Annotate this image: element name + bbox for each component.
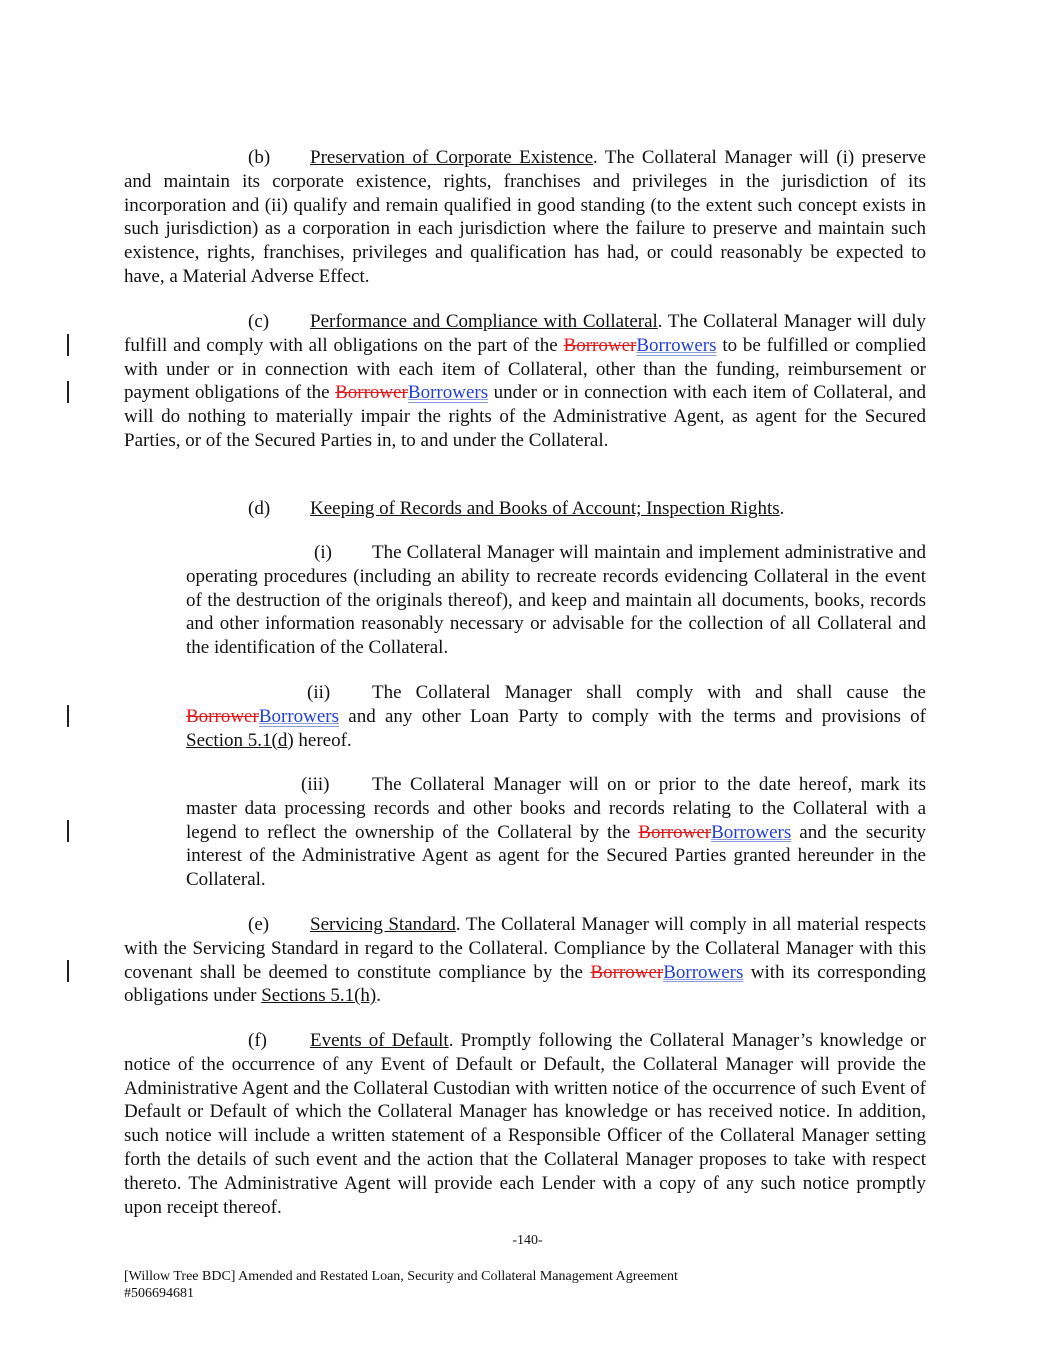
section-label: (e) [248,914,270,935]
section-text: under or in connection with each item of Collateral, and will do nothing to materially impair the rights of the Administrative Agent, as agent for the Secured Parties, or of the Secured Parties in, to and under the Collateral. [124,382,927,451]
subsection-body: The Collateral Manager will maintain and implement administrative and operating procedures (including an ability to recreate records evidencing Collateral in the event of the destruction of the originals thereof), and keep and maintain all documents, books, records and other information reasonably necessary or advisable for the collection of all Collateral and the identification of the Collateral. [186,542,926,659]
change-bar [67,334,69,356]
section-heading: Keeping of Records and Books of Account; Inspection Rights [310,498,780,519]
subsection-text: hereof. [293,729,352,751]
deleted-text: Borrower [590,961,664,983]
inserted-text: Borrowers [258,705,340,727]
change-bar [67,960,69,982]
paragraph-e [124,913,926,1008]
section-heading: Performance and Compliance with Collateral [310,311,658,332]
inserted-text: Borrowers [407,382,489,404]
section-body: . Promptly following the Collateral Manager’s knowledge or notice of the occurrence of any Event of Default or Default, the Collateral Manager will provide the Administrative Agent and the Collateral Custodian with written notice of the occurrence of such Event of Default or Default of which the Collateral Manager has knowledge or has received notice. In addition, such notice will include a written statement of a Responsible Officer of the Collateral Manager setting forth the details of such event and the action that the Collateral Manager proposes to take with respect thereto. The Administrative Agent will provide each Lender with a copy of any such notice promptly upon receipt thereof. [124,1030,926,1218]
section-text: with its corresponding obligations under [124,961,926,1007]
section-label: (b) [248,147,271,168]
section-heading: Preservation of Corporate Existence [310,147,594,168]
change-bar [67,820,69,842]
paragraph-d-ii [186,681,926,752]
section-text: . [779,498,785,519]
subsection-text: and any other Loan Party to comply with the terms and provisions of [339,705,926,727]
inserted-text: Borrowers [711,821,792,843]
document-footer [124,1268,678,1302]
section-label: (c) [248,311,270,332]
section-text: to be fulfilled or complied with under or in connection with each item of Collateral, other than the funding, reimbursement or payment obligations of the [124,334,926,404]
deleted-text: Borrower [335,382,408,404]
section-text: . The Collateral Manager will duly fulfill and comply with all obligations on the part of the [124,311,927,356]
page-number: -140- [512,1233,543,1248]
paragraph-f [124,1029,926,1219]
footer-doc-id: #506694681 [124,1286,194,1301]
change-bar [67,381,69,403]
deleted-text: Borrower [638,821,712,843]
deleted-text: Borrower [563,334,637,356]
section-label: (f) [248,1030,267,1051]
change-bar [67,705,69,727]
paragraph-d-i [186,541,926,660]
section-heading: Events of Default [310,1030,449,1051]
paragraph-b [124,146,926,289]
deleted-text: Borrower [186,705,259,727]
paragraph-d [124,497,926,521]
section-body: . The Collateral Manager will (i) preserve and maintain its corporate existence, rights, franchises and privileges in the jurisdiction of its incorporation and (ii) qualify and remain qualified in good standing (to the extent such concept exists in such jurisdiction) as a corporation in each jurisdiction where the failure to preserve and maintain such existence, rights, franchises, privileges and qualification has had, or could reasonably be expected to have, a Material Adverse Effect. [124,147,926,287]
footer-title: [Willow Tree BDC] Amended and Restated Loan, Security and Collateral Management Agreement [124,1269,678,1284]
subsection-label: (iii) [301,774,330,795]
subsection-text: and the security interest of the Administrative Agent as agent for the Secured Parties granted hereunder in the Collateral. [186,821,927,891]
paragraph-c [124,310,926,453]
section-reference: Section 5.1(d) [186,729,294,751]
inserted-text: Borrowers [663,961,744,983]
section-text: . [376,985,381,1007]
section-text: . The Collateral Manager will comply in all material respects with the Servicing Standard in regard to the Collateral. Compliance by the Collateral Manager with this covenant shall be deemed to constitute compliance by the [124,914,927,983]
section-heading: Servicing Standard [310,914,456,935]
inserted-text: Borrowers [636,334,717,356]
section-label: (d) [248,498,271,519]
subsection-label: (i) [314,542,332,563]
section-reference: Sections 5.1(h) [261,985,377,1007]
subsection-text: The Collateral Manager shall comply with and shall cause the [372,682,926,703]
subsection-text: The Collateral Manager will on or prior to the date hereof, mark its master data processing records and other books and records relating to the Collateral with a legend to reflect the ownership of the Collateral by the [186,774,926,843]
subsection-label: (ii) [307,682,331,703]
paragraph-d-iii [186,773,926,892]
